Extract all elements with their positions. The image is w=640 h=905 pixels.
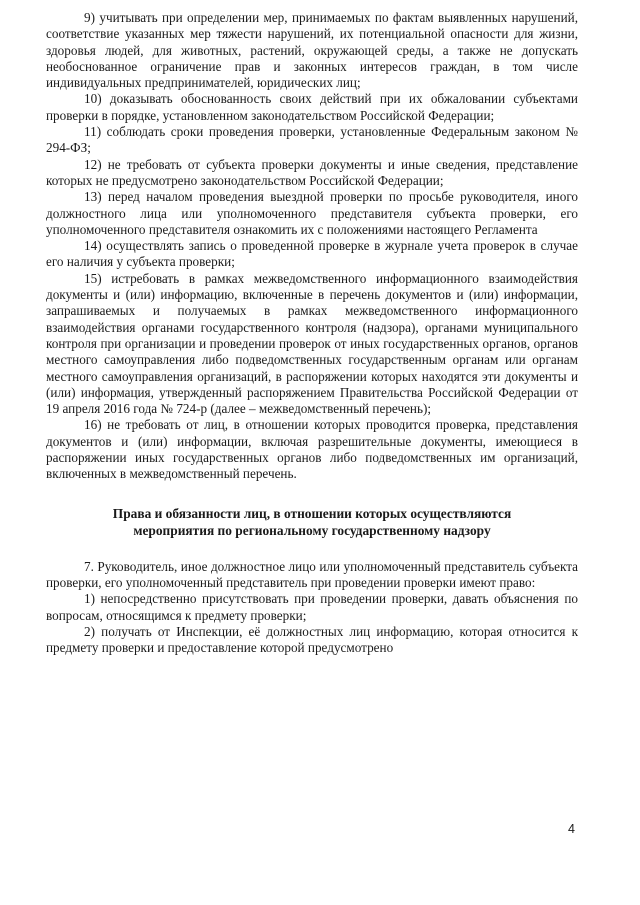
section-heading-line-2: мероприятия по региональному государственному надзору (133, 522, 491, 538)
paragraph-item-9: 9) учитывать при определении мер, принимаемых по фактам выявленных нарушений, соответствие указанных мер тяжести нарушений, их потенциальной опасности для жизни, здоровья людей, для животных, растений, окружающей среды, а также не допускать необоснованное ограничение прав и законных интересов граждан, в том числе индивидуальных предпринимателей, юридических лиц; (46, 10, 578, 91)
paragraph-right-1: 1) непосредственно присутствовать при проведении проверки, давать объяснения по вопросам, относящимся к предмету проверки; (46, 591, 578, 623)
document-page (46, 10, 578, 656)
paragraph-right-2: 2) получать от Инспекции, её должностных лиц информацию, которая относится к предмету проверки и предоставление которой предусмотрено (46, 623, 578, 656)
paragraph-item-12: 12) не требовать от субъекта проверки документы и иные сведения, представление которых не предусмотрено законодательством Российской Федерации; (46, 156, 578, 188)
paragraph-item-14: 14) осуществлять запись о проведенной проверке в журнале учета проверок в случае его наличия у субъекта проверки; (46, 238, 578, 270)
section-heading (46, 505, 578, 539)
paragraph-item-10: 10) доказывать обоснованность своих действий при их обжаловании субъектами проверки в порядке, установленном законодательством Российской Федерации; (46, 91, 578, 123)
paragraph-item-15: 15) истребовать в рамках межведомственного информационного взаимодействия документы и (или) информацию, включенные в перечень документов и (или) информации, запрашиваемых и получаемых в рамках межведомственного информационного взаимодействия органами государственного контроля (надзора), органами муниципального контроля при организации и проведении проверок от иных государственных органов, органов местного самоуправления либо подведомственных государственным органам или органам местного самоуправления организаций, в распоряжении которых находятся эти документы и (или) информация, утвержденный распоряжением Правительства Российской Федерации от 19 апреля 2016 года № 724-р (далее – межведомственный перечень); (46, 270, 578, 417)
paragraph-item-13: 13) перед началом проведения выездной проверки по просьбе руководителя, иного должностного лица или уполномоченного представителя субъекта проверки, его уполномоченного представителя ознакомить их с положениями настоящего Регламента (46, 189, 578, 237)
section-heading-line-1: Права и обязанности лиц, в отношении которых осуществляются (112, 505, 512, 521)
page-number: 4 (568, 822, 575, 836)
paragraph-item-11: 11) соблюдать сроки проведения проверки, установленные Федеральным законом № 294-ФЗ; (46, 124, 578, 156)
paragraph-item-16: 16) не требовать от лиц, в отношении которых проводится проверка, представления документов и (или) информации, включая разрешительные документы, имеющиеся в распоряжении иных государственных органов либо подведомственных им организаций, включенных в межведомственный перечень. (46, 417, 578, 482)
paragraph-clause-7: 7. Руководитель, иное должностное лицо или уполномоченный представитель субъекта проверки, его уполномоченный представитель при проведении проверки имеют право: (46, 558, 578, 590)
